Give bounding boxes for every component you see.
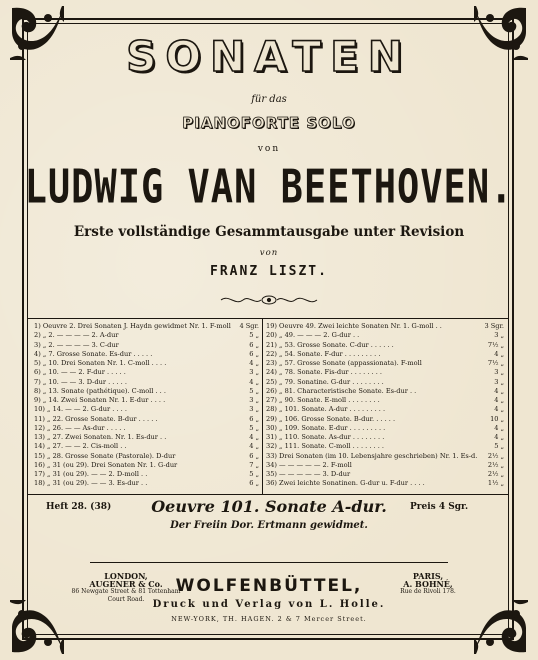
publisher-paris-address: Rue de Rivoli 178. (400, 588, 456, 595)
list-item-title: 12) „ 26. — — As-dur . . . . . (34, 423, 126, 432)
von-text: von (257, 144, 281, 154)
list-item (34, 405, 259, 414)
list-item-title: 6) „ 10. — — 2. F-dur . . . . . (34, 368, 126, 377)
oeuvre-title: Oeuvre 101. Sonate A-dur. (151, 497, 387, 516)
list-item (266, 479, 504, 488)
list-item-price: 7½ „ (487, 340, 504, 349)
von-text-2: von (259, 248, 279, 258)
list-item-title: 17) „ 31 (ou 29). — — 2. D-moll . . (34, 470, 148, 478)
list-item-price: 5 „ (249, 331, 259, 340)
publisher-paris-city: PARIS, (412, 571, 444, 581)
flourish-ornament-icon (219, 292, 319, 306)
fur-das-text: für das (251, 94, 287, 105)
list-item-price: 3 „ (249, 368, 259, 377)
list-item-price: 1½ „ (487, 479, 504, 488)
list-item-title: 2) „ 2. — — — — 2. A-dur (34, 331, 119, 340)
list-item (34, 378, 259, 387)
edition-subtitle: Erste vollständige Gesammtausgabe unter Revision (73, 224, 465, 240)
publisher-rule (90, 562, 448, 563)
instrument-title: PIANOFORTE SOLO (182, 114, 356, 132)
list-divider (262, 318, 263, 494)
list-item-title: 36) Zwei leichte Sonatinen. G-dur u. F-dur . . . . (266, 479, 425, 488)
list-item-price: 2½ „ (487, 460, 504, 469)
list-item-price: 3 „ (249, 396, 259, 404)
list-item (266, 470, 504, 479)
editor-name: FRANZ LISZT. (210, 264, 328, 279)
list-item-price: 6 „ (249, 349, 259, 358)
list-item (266, 378, 504, 387)
list-top-rule (27, 318, 509, 319)
list-item (34, 470, 259, 479)
list-item-price: 4 „ (249, 359, 259, 367)
composer-name: LUDWIG VAN BEETHOVEN. (24, 160, 514, 214)
list-item-price: 2½ „ (487, 470, 504, 478)
list-item-title: 11) „ 22. Grosse Sonate. B-dur . . . . . (34, 414, 158, 423)
list-item (34, 415, 259, 424)
list-item (266, 396, 504, 405)
list-item-title: 4) „ 7. Grosse Sonate. Es-dur . . . . . (34, 349, 153, 358)
publisher-london-name: AUGENER & Co. (89, 579, 163, 589)
list-item-price: 7½ „ (487, 359, 504, 367)
list-item-title: 33) Drei Sonaten (im 10. Lebensjahre geschrieben) Nr. 1. Es-d. (266, 451, 478, 460)
list-item-price: 3 „ (494, 331, 504, 340)
list-item-title: 13) „ 27. Zwei Sonaten. Nr. 1. Es-dur . . (34, 433, 167, 441)
list-item-price: 6 „ (249, 479, 259, 488)
main-title: SONATEN (126, 32, 412, 81)
publisher-london-address: 86 Newgate Street & 81 Tottenham Court Road. (71, 588, 181, 603)
list-item-price: 4 „ (494, 349, 504, 358)
list-item-title: 1) Oeuvre 2. Drei Sonaten J. Haydn gewidmet Nr. 1. F-moll (34, 322, 231, 330)
sonata-list-right (266, 322, 504, 489)
list-item-price: 4 „ (494, 433, 504, 441)
list-item-title: 14) „ 27. — — 2. Cis-moll . . (34, 442, 127, 451)
list-item (34, 433, 259, 442)
list-item (34, 368, 259, 377)
list-item-price: 6 „ (249, 451, 259, 460)
list-item-title: 26) „ 81. Characteristische Sonate. Es-dur . . (266, 386, 417, 395)
list-item (266, 452, 504, 461)
list-item (34, 461, 259, 470)
list-item (266, 350, 504, 359)
list-item-title: 19) Oeuvre 49. Zwei leichte Sonaten Nr. 1. G-moll . . (266, 322, 442, 330)
list-item-title: 10) „ 14. — — 2. G-dur . . . . (34, 405, 127, 414)
list-item-title: 9) „ 14. Zwei Sonaten Nr. 1. E-dur . . . . (34, 396, 166, 404)
list-item (34, 396, 259, 405)
list-item-title: 7) „ 10. — — 3. D-dur . . . . . (34, 377, 127, 386)
list-item (34, 322, 259, 331)
publisher-london-city: LONDON, (104, 571, 148, 581)
heft-number: Heft 28. (38) (46, 502, 112, 512)
list-item-title: 29) „ 106. Grosse Sonate. B-dur. . . . . . (266, 414, 396, 423)
list-item-title: 27) „ 90. Sonate. E-moll . . . . . . . . (266, 396, 380, 404)
list-item-price: 4 „ (494, 396, 504, 404)
list-item (266, 359, 504, 368)
list-item (34, 387, 259, 396)
list-item-title: 15) „ 28. Grosse Sonate (Pastorale). D-dur (34, 451, 176, 460)
list-item-title: 22) „ 54. Sonate. F-dur . . . . . . . . . (266, 349, 381, 358)
list-item (34, 331, 259, 340)
list-item-price: 4 „ (494, 386, 504, 395)
list-item-title: 16) „ 31 (ou 29). Drei Sonaten Nr. 1. G-dur (34, 460, 178, 469)
list-item (266, 415, 504, 424)
list-item (34, 442, 259, 451)
list-item (266, 405, 504, 414)
sonata-list-left (34, 322, 259, 489)
list-item (266, 461, 504, 470)
list-item-title: 23) „ 57. Grosse Sonate (appassionata). F-moll (266, 359, 422, 367)
list-item-title: 35) — — — — — 3. D-dur (266, 470, 351, 478)
list-item-title: 34) — — — — — 2. F-moll (266, 460, 352, 469)
list-item-title: 24) „ 78. Sonate. Fis-dur . . . . . . . . (266, 368, 383, 377)
publisher-newyork: NEW-YORK, TH. HAGEN. 2 & 7 Mercer Street. (171, 615, 367, 623)
list-item-price: 7 „ (249, 460, 259, 469)
list-item (266, 442, 504, 451)
list-item-title: 8) „ 13. Sonate (pathétique). C-moll . . . (34, 386, 166, 395)
list-item-price: 3 Sgr. (484, 322, 504, 330)
list-item-title: 18) „ 31 (ou 29). — — 3. Es-dur . . (34, 479, 148, 488)
dedication: Der Freiin Dor. Ertmann gewidmet. (170, 520, 368, 531)
list-item-price: 4 „ (249, 377, 259, 386)
list-item (266, 387, 504, 396)
list-item-price: 5 „ (494, 442, 504, 451)
price: Preis 4 Sgr. (410, 502, 469, 512)
list-item-price: 4 „ (249, 442, 259, 451)
list-item-price: 10 „ (490, 414, 504, 423)
list-bottom-rule (27, 494, 509, 495)
list-item-title: 20) „ 49. — — — 2. G-dur . . (266, 331, 360, 340)
list-item (266, 322, 504, 331)
list-item (34, 350, 259, 359)
list-item-price: 3 „ (249, 405, 259, 414)
list-item-title: 28) „ 101. Sonate. A-dur . . . . . . . . . (266, 405, 386, 414)
list-item-price: 4 „ (494, 405, 504, 414)
list-item-title: 32) „ 111. Sonate. C-moll . . . . . . . . (266, 442, 385, 451)
list-item (34, 479, 259, 488)
list-item-title: 3) „ 2. — — — — 3. C-dur (34, 340, 119, 349)
list-item (266, 331, 504, 340)
list-item-title: 31) „ 110. Sonate. As-dur . . . . . . . . (266, 433, 385, 441)
list-item (266, 368, 504, 377)
publisher-city: WOLFENBÜTTEL, (175, 576, 363, 596)
list-item (34, 452, 259, 461)
list-item-price: 4 „ (494, 423, 504, 432)
list-item-price: 4 Sgr. (239, 322, 259, 330)
list-item-price: 6 „ (249, 414, 259, 423)
printer-line: Druck und Verlag von L. Holle. (152, 599, 386, 610)
list-item-price: 5 „ (249, 423, 259, 432)
list-item-title: 25) „ 79. Sonatine. G-dur . . . . . . . . (266, 377, 384, 386)
list-item-price: 2½ „ (487, 451, 504, 460)
publisher-paris (382, 572, 474, 596)
list-item-title: 30) „ 109. Sonate. E-dur . . . . . . . . . (266, 423, 386, 432)
list-item (266, 433, 504, 442)
list-item (266, 424, 504, 433)
list-item (34, 341, 259, 350)
list-item-price: 5 „ (249, 386, 259, 395)
list-item-price: 3 „ (494, 377, 504, 386)
list-item (34, 424, 259, 433)
list-item-price: 5 „ (249, 470, 259, 478)
list-item-price: 6 „ (249, 340, 259, 349)
list-item-title: 21) „ 53. Grosse Sonate. C-dur . . . . . . (266, 340, 394, 349)
list-item-price: 3 „ (494, 368, 504, 377)
publisher-paris-name: A. BOHNÉ, (403, 579, 453, 589)
list-item (34, 359, 259, 368)
list-item (266, 341, 504, 350)
list-item-price: 4 „ (249, 433, 259, 441)
list-item-title: 5) „ 10. Drei Sonaten Nr. 1. C-moll . . . . (34, 359, 167, 367)
